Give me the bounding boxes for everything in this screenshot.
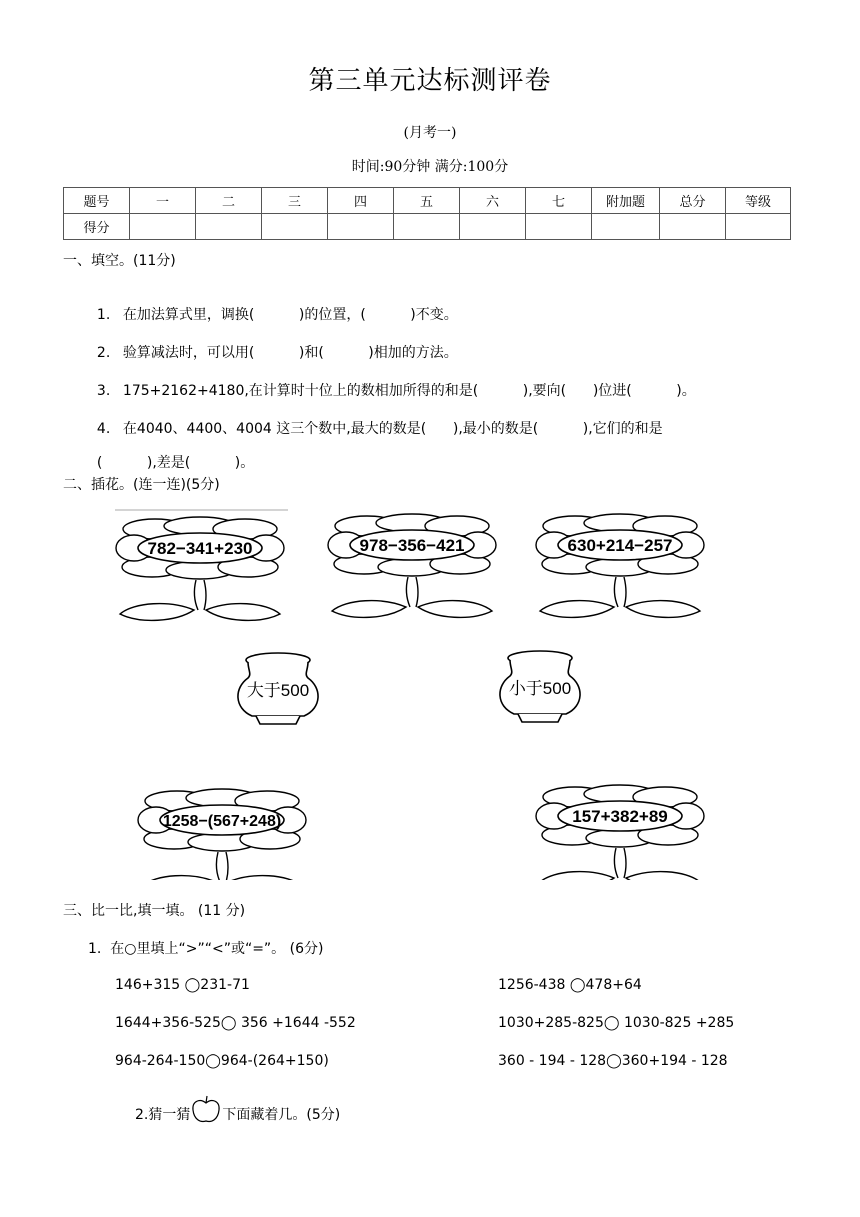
comparison-right-3: 360 - 194 - 128◯360+194 - 128 xyxy=(498,1053,728,1069)
header-cell: 七 xyxy=(526,188,592,214)
apple-icon xyxy=(190,1101,222,1127)
flower-3[interactable] xyxy=(536,514,704,617)
flower-2[interactable] xyxy=(328,514,496,617)
flower-expression: 978−356−421 xyxy=(359,536,465,555)
fill-item-4-continued xyxy=(88,436,254,472)
item-number: 1. xyxy=(96,307,111,323)
score-cell[interactable] xyxy=(262,214,328,240)
comparison-left-1: 146+315 ◯231-71 xyxy=(115,977,250,993)
comparison-left-3: 964-264-150◯964-(264+150) xyxy=(115,1053,329,1069)
header-cell: 等级 xyxy=(726,188,791,214)
flower-5[interactable] xyxy=(536,785,704,880)
item-text: ( ),差是( )。 xyxy=(96,455,255,471)
score-table-score-row xyxy=(64,214,791,240)
header-cell: 三 xyxy=(262,188,328,214)
flower-1[interactable] xyxy=(116,517,284,620)
comparison-right-2: 1030+285-825◯ 1030-825 +285 xyxy=(498,1015,735,1031)
header-cell: 五 xyxy=(394,188,460,214)
item-number: 3. xyxy=(96,383,111,399)
exam-subtitle: (月考一) xyxy=(403,125,457,141)
item-number: 2. xyxy=(96,345,111,361)
item-text: 在4040、4400、4004 这三个数中,最大的数是( ),最小的数是( ),它们的和是 xyxy=(122,421,663,437)
flower-expression: 1258−(567+248) xyxy=(162,813,282,830)
flower-vase-illustration xyxy=(100,500,740,880)
vase-greater-than-500[interactable] xyxy=(238,653,318,724)
section2-heading: 二、插花。(连一连)(5分) xyxy=(63,477,220,493)
page-title: 第三单元达标测评卷 xyxy=(308,66,552,96)
item-text: 验算减法时，可以用( )和( )相加的方法。 xyxy=(122,345,458,361)
score-cell[interactable] xyxy=(592,214,660,240)
flower-expression: 157+382+89 xyxy=(572,807,668,826)
q2-text-before: 2.猜一猜 xyxy=(135,1107,191,1123)
score-cell[interactable] xyxy=(328,214,394,240)
header-cell: 题号 xyxy=(64,188,130,214)
score-cell[interactable] xyxy=(526,214,592,240)
header-cell: 总分 xyxy=(660,188,726,214)
header-cell: 一 xyxy=(130,188,196,214)
item-text: 175+2162+4180,在计算时十位上的数相加所得的和是( ),要向( )位进( )。 xyxy=(122,383,696,399)
item-number: 4. xyxy=(96,421,111,437)
score-table xyxy=(63,187,791,240)
item-text: 在加法算式里，调换( )的位置，( )不变。 xyxy=(122,307,458,323)
score-cell[interactable] xyxy=(394,214,460,240)
section3-q1: 1. 在○里填上“>”“<”或“=”。 (6分) xyxy=(88,941,324,957)
flower-4[interactable] xyxy=(138,789,306,880)
fill-item-1 xyxy=(88,288,458,324)
score-cell[interactable] xyxy=(660,214,726,240)
fill-item-3 xyxy=(88,364,696,400)
row-label: 得分 xyxy=(64,214,130,240)
score-cell[interactable] xyxy=(130,214,196,240)
score-table-header-row xyxy=(64,188,791,214)
vase-label: 小于500 xyxy=(508,679,572,698)
header-cell: 二 xyxy=(196,188,262,214)
score-cell[interactable] xyxy=(460,214,526,240)
header-cell: 六 xyxy=(460,188,526,214)
header-cell: 附加题 xyxy=(592,188,660,214)
q2-text-after: 下面藏着几。(5分) xyxy=(222,1107,341,1123)
vase-less-than-500[interactable] xyxy=(500,651,580,722)
flower-expression: 782−341+230 xyxy=(147,539,253,558)
header-cell: 四 xyxy=(328,188,394,214)
fill-item-2 xyxy=(88,326,458,362)
comparison-right-1: 1256-438 ◯478+64 xyxy=(498,977,642,993)
time-info: 时间:90分钟 满分:100分 xyxy=(351,159,509,175)
section3-heading: 三、比一比,填一填。 (11 分) xyxy=(63,903,246,919)
score-cell[interactable] xyxy=(196,214,262,240)
flower-expression: 630+214−257 xyxy=(567,536,673,555)
score-cell[interactable] xyxy=(726,214,791,240)
section3-q2 xyxy=(135,1101,340,1127)
section1-heading: 一、填空。(11分) xyxy=(63,253,176,269)
fill-item-4 xyxy=(88,402,663,438)
vase-label: 大于500 xyxy=(246,681,310,700)
comparison-left-2: 1644+356-525◯ 356 +1644 -552 xyxy=(115,1015,356,1031)
